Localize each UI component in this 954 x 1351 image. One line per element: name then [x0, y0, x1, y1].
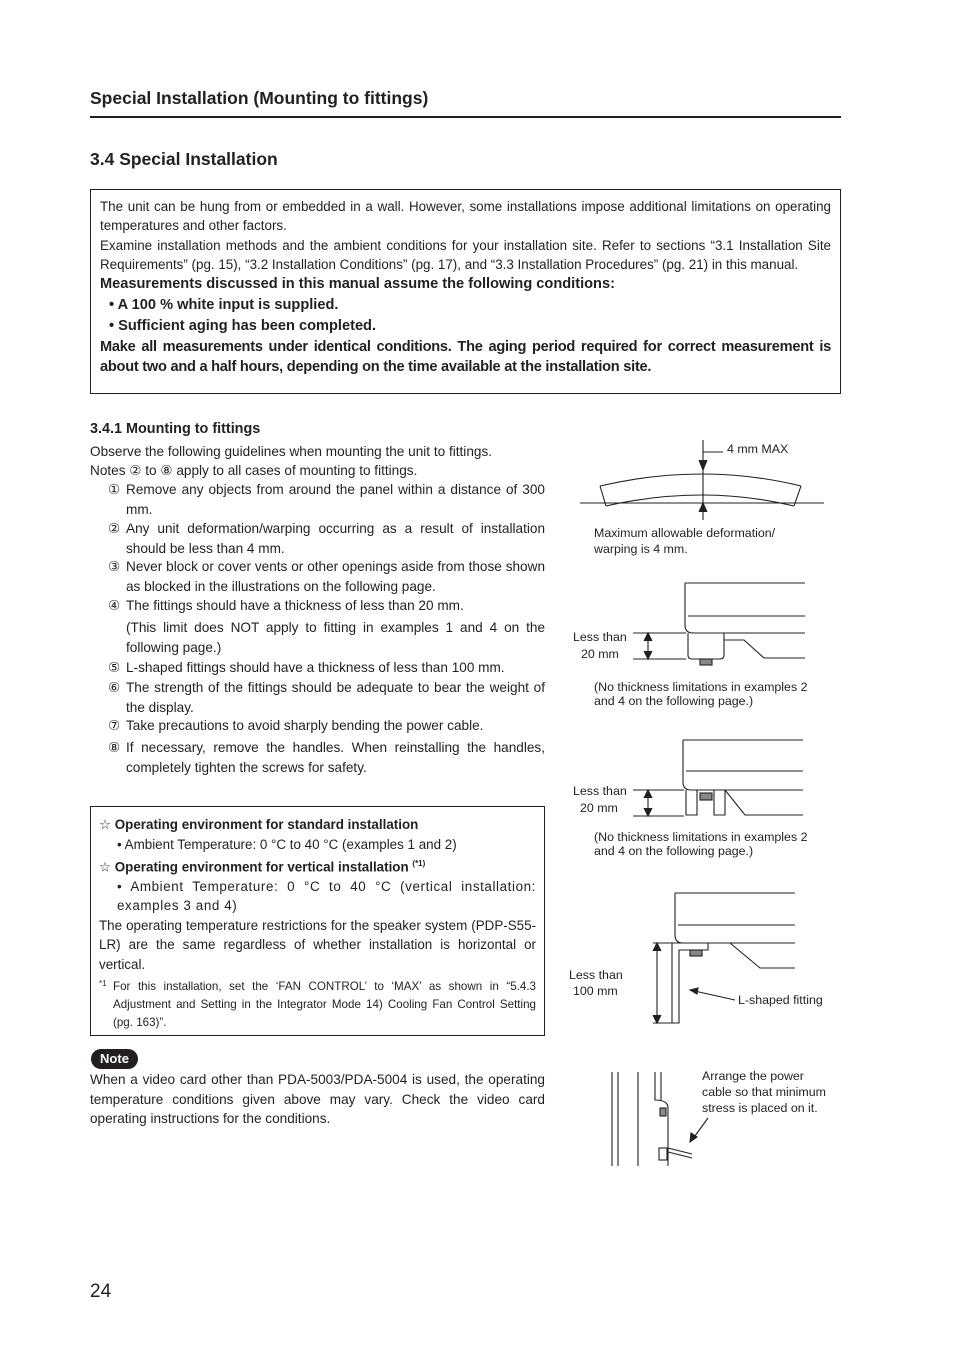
- section-title: 3.4 Special Installation: [90, 149, 278, 169]
- fig5-caption-line3: stress is placed on it.: [702, 1101, 818, 1115]
- cable-figure: [612, 1072, 708, 1166]
- item-text: The fittings should have a thickness of less than 20 mm.: [126, 598, 464, 613]
- note-badge: Note: [91, 1049, 138, 1069]
- footnote-mark: *1: [99, 979, 107, 989]
- item-number: ⑤: [108, 660, 121, 675]
- fig3-label-line2: 20 mm: [580, 801, 618, 815]
- page-number: 24: [90, 1281, 112, 1302]
- condition-1: • A 100 % white input is supplied.: [109, 296, 339, 313]
- conditions-closing: Make all measurements under identical conditions. The aging period required for correct measurement is about two and a half hours, depending on the time available at the installation site.: [100, 338, 831, 376]
- fitting-figure-recessed: [633, 740, 803, 816]
- conditions-title: Measurements discussed in this manual assume the following conditions:: [100, 276, 615, 293]
- standard-env-title: Operating environment for standard installation: [114, 817, 419, 832]
- note-text: When a video card other than PDA-5003/PDA-5004 is used, the operating temperature conditions given above may vary. Check the video card operating instructions for the conditions.: [90, 1072, 545, 1126]
- condition-2: • Sufficient aging has been completed.: [109, 317, 377, 334]
- fig4-label-line2: 100 mm: [573, 984, 618, 998]
- intro-paragraph-1: The unit can be hung from or embedded in a wall. However, some installations impose additional limitations on operating temperatures and other factors.: [100, 199, 831, 234]
- standard-env-value: • Ambient Temperature: 0 °C to 40 °C (examples 1 and 2): [117, 836, 457, 852]
- item-number: ①: [108, 482, 121, 497]
- item-text: If necessary, remove the handles. When reinstalling the handles, completely tighten the screws for safety.: [126, 740, 545, 775]
- footnote-ref: (*1): [412, 859, 426, 868]
- fig4-fitting-label: L-shaped fitting: [738, 993, 823, 1007]
- fig3-label-line1: Less than: [573, 784, 627, 798]
- fig4-label-line1: Less than: [569, 968, 623, 982]
- subsection-title: 3.4.1 Mounting to fittings: [90, 421, 261, 437]
- vertical-env-title: Operating environment for vertical installation: [114, 859, 409, 875]
- item-number: ⑥: [108, 680, 121, 695]
- item-number: ⑧: [108, 740, 121, 755]
- item-text: Never block or cover vents or other openings aside from those shown as blocked in the illustrations on the following page.: [126, 559, 545, 594]
- star-icon: ☆: [99, 817, 112, 832]
- item-number: ④: [108, 598, 121, 613]
- item-text: The strength of the fittings should be adequate to bear the weight of the display.: [126, 680, 545, 715]
- item-number: ③: [108, 559, 121, 574]
- vertical-env-value: • Ambient Temperature: 0 °C to 40 °C (vertical installation: examples 3 and 4): [117, 878, 536, 914]
- item-text: (This limit does NOT apply to fitting in examples 1 and 4 on the following page.): [126, 620, 545, 655]
- fig5-caption-line1: Arrange the power: [702, 1069, 804, 1083]
- fig2-caption-line1: (No thickness limitations in examples 2: [594, 680, 808, 694]
- fig2-caption-line2: and 4 on the following page.): [594, 694, 754, 708]
- item-number: ⑦: [108, 718, 121, 733]
- intro-paragraph-2: Examine installation methods and the ambient conditions for your installation site. Refer to sections “3.1 Installation Site Requirements” (pg. 15), “3.2 Installation Conditions” (pg. 17), and “3.3 Installation Procedures” (pg. 21) in this manual.: [100, 237, 831, 272]
- fig2-label-line1: Less than: [573, 630, 627, 644]
- subsection-lead-2: Notes ② to ⑧ apply to all cases of mounting to fittings.: [90, 463, 418, 478]
- item-text: Take precautions to avoid sharply bending the power cable.: [126, 718, 484, 733]
- fig1-max-label: 4 mm MAX: [727, 442, 789, 456]
- item-text: L-shaped fittings should have a thickness of less than 100 mm.: [126, 660, 505, 675]
- fig1-caption-line1: Maximum allowable deformation/: [594, 526, 776, 540]
- fig1-caption-line2: warping is 4 mm.: [594, 542, 688, 556]
- fitting-figure-20mm: [633, 583, 805, 665]
- fig3-caption-line1: (No thickness limitations in examples 2: [594, 830, 808, 844]
- subsection-lead-1: Observe the following guidelines when mounting the unit to fittings.: [90, 444, 493, 459]
- fig2-label-line2: 20 mm: [581, 647, 619, 661]
- item-text: Remove any objects from around the panel within a distance of 300 mm.: [126, 482, 545, 517]
- star-icon: ☆: [99, 859, 112, 875]
- footnote-text: For this installation, set the ‘FAN CONTROL’ to ‘MAX’ as shown in “5.4.3 Adjustment and Setting in the Integrator Mode 14) Cooling Fan Control Setting (pg. 163)”.: [113, 980, 536, 1030]
- speaker-note: The operating temperature restrictions for the speaker system (PDP-S55-LR) are the same regardless of whether installation is horizontal or vertical.: [99, 917, 536, 972]
- item-text: Any unit deformation/warping occurring as a result of installation should be less than 4 mm.: [126, 521, 545, 556]
- fig5-caption-line2: cable so that minimum: [702, 1085, 826, 1099]
- item-number: ②: [108, 521, 121, 536]
- fig3-caption-line2: and 4 on the following page.): [594, 844, 754, 858]
- running-header: Special Installation (Mounting to fittings): [90, 88, 429, 108]
